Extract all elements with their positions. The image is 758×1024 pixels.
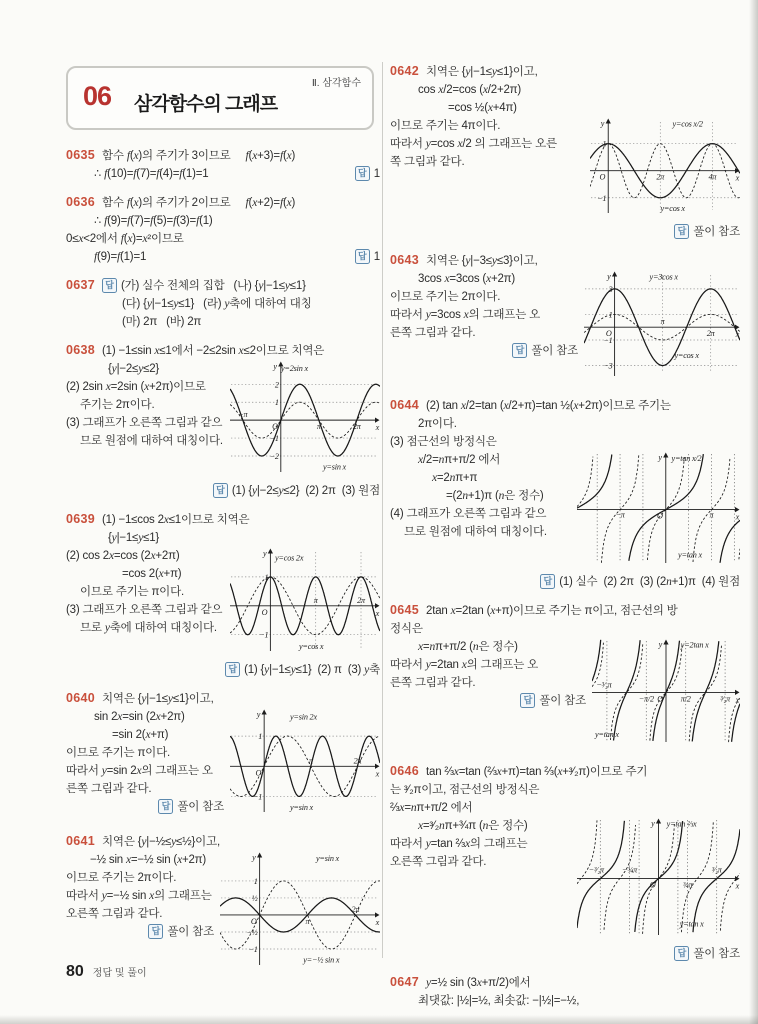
solution-text: ∴ f(9)=f(7)=f(5)=f(3)=f(1) (94, 215, 213, 227)
svg-text:x: x (375, 608, 379, 618)
solution-text: sin 2x=sin (2x+2π) (94, 711, 185, 723)
left-column (66, 146, 380, 985)
chapter-title: 삼각함수의 그래프 (134, 94, 278, 115)
solution-line (66, 146, 380, 165)
solution-text: −½ sin x=−½ sin (x+2π) (90, 854, 207, 866)
solution-text: 따라서 y=tan ⅔x의 그래프는 (390, 838, 528, 850)
solution-text: 풀이 참조 (539, 695, 586, 707)
solution-text: (다) {y|−1≤y≤1} (라) y축에 대하여 대칭 (122, 298, 312, 310)
svg-text:−π/2: −π/2 (638, 694, 654, 704)
svg-text:−³⁄₂π: −³⁄₂π (596, 680, 612, 690)
solution-text: (1) {y|−1≤y≤1} (2) π (3) y축 (244, 664, 380, 676)
solution-text: (4) 그래프가 오른쪽 그림과 같으 (390, 508, 547, 520)
solution-text: 이므로 주기는 2π이다. (390, 291, 501, 303)
chapter-tag: Ⅱ. 삼각함수 (311, 78, 361, 89)
chapter-number: 06 (83, 81, 112, 111)
function-graph (592, 639, 740, 743)
solution-text: 따라서 y=3cos x의 그래프는 오 (390, 309, 541, 321)
solution-line (390, 433, 740, 451)
svg-text:2π: 2π (351, 904, 360, 914)
solution-text: x=nπ+π/2 (n은 정수) (418, 641, 518, 653)
svg-text:O: O (272, 422, 278, 432)
solution-text: 2π이다. (418, 418, 457, 430)
svg-text:1: 1 (602, 139, 607, 149)
solution-text: 쪽 그림과 같다. (390, 156, 465, 168)
solution-line (390, 781, 740, 799)
solution-text: 풀이 참조 (531, 345, 578, 357)
solution-text: 따라서 y=−½ sin x의 그래프는 (66, 890, 212, 902)
svg-text:O: O (255, 768, 262, 778)
solution-text: tan ⅔x=tan (⅔x+π)=tan ⅔(x+³⁄₂π)이므로 주기 (426, 766, 648, 778)
svg-text:x: x (735, 695, 739, 705)
svg-text:−2: −2 (269, 451, 279, 461)
answer-badge: 답 (158, 799, 173, 814)
solution-text: 치역은 {y|−½≤y≤½}이고, (102, 836, 220, 848)
svg-text:−¾π: −¾π (621, 865, 637, 875)
svg-text:y=2tan x: y=2tan x (680, 640, 709, 650)
svg-text:y: y (252, 853, 256, 862)
problem-number: 0647 (390, 975, 420, 989)
solution-text: (3) 그래프가 오른쪽 그림과 같으 (66, 417, 223, 429)
svg-text:y=cos x: y=cos x (674, 350, 699, 360)
problem-0641 (66, 832, 380, 975)
solution-text: 0≤x<2에서 f(x)=x²이므로 (66, 233, 184, 245)
svg-text:−1: −1 (269, 434, 279, 444)
function-graph (584, 271, 740, 377)
solution-text: (1) {y|−2≤y≤2} (2) 2π (3) 원점 (231, 485, 380, 497)
problem-number: 0638 (66, 343, 96, 357)
solution-line (390, 251, 740, 270)
svg-text:½: ½ (251, 893, 258, 903)
solution-text: =(2n+1)π (n은 정수) (446, 490, 544, 502)
answer-line (390, 945, 740, 963)
svg-text:y: y (262, 549, 267, 558)
problem-0639 (66, 510, 380, 679)
solution-text: 3cos x=3cos (x+2π) (418, 273, 516, 285)
solution-text: (1) 실수 (2) 2π (3) (2n+1)π (4) 원점 (559, 576, 740, 588)
svg-text:y=cos 2x: y=cos 2x (275, 553, 304, 563)
graph-figure-0644 (577, 452, 740, 570)
solution-line (390, 992, 740, 1010)
solution-line (390, 973, 740, 992)
svg-text:O: O (657, 511, 663, 521)
footer-section-label: 정답 및 풀이 (92, 968, 147, 979)
solution-line (66, 193, 380, 212)
solution-text: x=³⁄₂nπ+¾π (n은 정수) (418, 820, 528, 832)
svg-text:π/2: π/2 (680, 694, 691, 704)
svg-text:O: O (599, 172, 606, 182)
graph-figure-0638 (230, 361, 380, 479)
svg-text:−³⁄₂π: −³⁄₂π (588, 865, 604, 875)
svg-text:y: y (600, 119, 605, 128)
answer-line (66, 482, 380, 500)
solution-text: 주기는 2π이다. (80, 399, 155, 411)
problem-number: 0644 (390, 398, 420, 412)
svg-text:π: π (305, 916, 310, 926)
problem-number: 0640 (66, 691, 96, 705)
svg-text:y: y (273, 362, 277, 371)
svg-text:y=tan x: y=tan x (679, 919, 704, 929)
solution-text: (2) cos 2x=cos (2x+2π) (66, 550, 180, 562)
solution-line (390, 799, 740, 817)
inline-answer: 답 1 (355, 248, 380, 266)
svg-text:y=sin 2x: y=sin 2x (290, 712, 317, 722)
solution-text: (마) 2π (바) 2π (122, 316, 202, 328)
solution-text: 오른쪽 그림과 같다. (66, 908, 163, 920)
graph-figure-0643 (584, 271, 740, 383)
svg-text:π: π (308, 756, 313, 766)
solution-text: 풀이 참조 (167, 926, 214, 938)
solution-text: x=2nπ+π (432, 472, 478, 484)
problem-0640 (66, 689, 380, 822)
problem-number: 0643 (390, 253, 420, 267)
problem-0644 (390, 396, 740, 591)
svg-text:y=2sin x: y=2sin x (281, 364, 308, 374)
svg-text:y: y (651, 819, 655, 828)
problem-0642 (390, 62, 740, 241)
solution-line (390, 81, 740, 99)
svg-text:−π: −π (615, 510, 625, 520)
solution-text: (2) 2sin x=2sin (x+2π)이므로 (66, 381, 206, 393)
solution-line (390, 62, 740, 81)
svg-text:2π: 2π (706, 329, 715, 339)
answer-badge: 답 (225, 662, 240, 677)
solution-text: 므로 원점에 대하여 대칭이다. (404, 526, 547, 538)
solution-text: 풀이 참조 (177, 801, 224, 813)
svg-text:−1: −1 (248, 944, 258, 954)
svg-text:y=tan x: y=tan x (594, 729, 619, 739)
solution-text: =sin 2(x+π) (112, 729, 169, 741)
answer-badge: 답 (512, 343, 527, 358)
svg-text:O: O (649, 880, 656, 890)
svg-text:y=tan ⅔x: y=tan ⅔x (666, 819, 697, 829)
svg-text:y=tan x: y=tan x (678, 550, 702, 560)
solution-line (66, 341, 380, 360)
solution-text: 므로 원점에 대하여 대칭이다. (80, 435, 223, 447)
problem-0647 (390, 973, 740, 1010)
solution-line (66, 529, 380, 547)
answer-badge: 답 (540, 574, 555, 589)
solution-line (66, 689, 380, 708)
svg-text:x: x (375, 769, 379, 779)
solution-text: y=½ sin (3x+π/2)에서 (426, 977, 531, 989)
solution-line (66, 212, 380, 230)
solution-line (66, 276, 380, 295)
solution-text: 함수 f(x)의 주기가 3이므로 f(x+3)=f(x) (102, 150, 296, 162)
solution-text: 른쪽 그림과 같다. (66, 783, 152, 795)
solution-text: 는 ³⁄₂π이고, 점근선의 방정식은 (390, 784, 540, 796)
inline-answer: 답 1 (355, 165, 380, 183)
svg-text:¾π: ¾π (682, 880, 693, 890)
solution-text: (1) −1≤cos 2x≤1이므로 치역은 (102, 514, 250, 526)
svg-text:−1: −1 (603, 335, 613, 345)
solution-line (66, 313, 380, 331)
problem-number: 0637 (66, 278, 96, 292)
solution-line (66, 295, 380, 313)
solution-text: (1) −1≤sin x≤1에서 −2≤2sin x≤2이므로 치역은 (102, 345, 325, 357)
answer-line (390, 573, 740, 591)
solution-text: 따라서 y=cos x/2 의 그래프는 오른 (390, 138, 557, 150)
answer-badge: 답 (102, 278, 117, 293)
svg-text:y=cos x: y=cos x (660, 204, 685, 214)
problem-0636 (66, 193, 380, 266)
solution-text: =cos 2(x+π) (122, 568, 182, 580)
right-column (390, 62, 740, 1020)
solution-text: f(9)=f(1)=1 (94, 251, 147, 263)
answer-badge: 답 (520, 693, 535, 708)
svg-text:x: x (375, 423, 379, 433)
column-divider (382, 62, 383, 958)
svg-text:2π: 2π (352, 422, 361, 432)
graph-figure-0646 (577, 818, 740, 942)
svg-text:y=sin x: y=sin x (290, 802, 313, 812)
svg-text:y=sin x: y=sin x (316, 854, 339, 864)
svg-text:y: y (607, 272, 611, 281)
svg-text:1: 1 (608, 310, 613, 320)
problem-number: 0641 (66, 834, 96, 848)
svg-text:1: 1 (253, 876, 258, 886)
problem-0643 (390, 251, 740, 386)
problem-0638 (66, 341, 380, 500)
problem-number: 0646 (390, 764, 420, 778)
svg-text:O: O (605, 329, 612, 339)
svg-text:1: 1 (274, 398, 279, 408)
svg-text:2: 2 (274, 380, 279, 390)
svg-text:y: y (658, 640, 662, 649)
svg-text:³⁄₂π: ³⁄₂π (711, 865, 722, 875)
svg-text:x: x (735, 512, 739, 522)
graph-figure-0640 (230, 709, 380, 819)
solution-text: 므로 y축에 대하여 대칭이다. (80, 622, 217, 634)
function-graph (230, 548, 380, 652)
solution-line (390, 601, 740, 620)
solution-text: 최댓값: |½|=½, 최솟값: −|½|=−½, (418, 995, 580, 1007)
svg-text:y=tan x/2: y=tan x/2 (671, 453, 702, 463)
solution-text: (3) 그래프가 오른쪽 그림과 같으 (66, 604, 223, 616)
problem-0645 (390, 601, 740, 752)
solution-text: 풀이 참조 (693, 948, 740, 960)
solution-text: ⅔x=nπ+π/2 에서 (390, 802, 473, 814)
solution-text: 치역은 {y|−3≤y≤3}이고, (426, 255, 538, 267)
answer-badge: 답 (213, 483, 228, 498)
page-footer (66, 963, 147, 981)
graph-figure-0642 (590, 118, 740, 220)
solution-line (390, 99, 740, 117)
solution-text: 2tan x=2tan (x+π)이므로 주기는 π이고, 점근선의 방 (426, 605, 678, 617)
solution-text: 따라서 y=2tan x의 그래프는 오 (390, 659, 539, 671)
solution-text: 이므로 주기는 2π이다. (66, 872, 177, 884)
function-graph (577, 818, 740, 936)
graph-figure-0645 (592, 639, 740, 749)
solution-text: 치역은 {y|−1≤y≤1}이고, (426, 66, 538, 78)
solution-line (390, 762, 740, 781)
svg-text:y: y (658, 453, 662, 462)
svg-text:y=sin x: y=sin x (323, 462, 346, 472)
function-graph (577, 452, 740, 564)
solution-line (66, 248, 380, 266)
solution-line (390, 415, 740, 433)
solution-line (66, 165, 380, 183)
answer-badge: 답 (355, 166, 370, 181)
solution-line (66, 832, 380, 851)
svg-text:y=cos x: y=cos x (299, 641, 324, 651)
svg-text:³⁄₂π: ³⁄₂π (720, 694, 731, 704)
svg-text:y=−½ sin x: y=−½ sin x (303, 955, 340, 965)
solution-text: 풀이 참조 (693, 226, 740, 238)
svg-text:−π: −π (238, 410, 248, 420)
page-edge-bottom (0, 1015, 758, 1024)
function-graph (230, 709, 380, 813)
problem-number: 0642 (390, 64, 420, 78)
problem-0635 (66, 146, 380, 183)
svg-text:−3: −3 (603, 361, 613, 371)
svg-text:−1: −1 (259, 630, 269, 640)
solution-text: {y|−2≤y≤2} (108, 363, 160, 375)
svg-text:1: 1 (264, 572, 269, 582)
answer-badge: 답 (674, 224, 689, 239)
solution-text: (3) 점근선의 방정식은 (390, 436, 497, 448)
svg-text:−1: −1 (597, 193, 607, 203)
solution-text: (2) tan x/2=tan (x/2+π)=tan ½(x+2π)이므로 주기는 (426, 400, 671, 412)
svg-text:3: 3 (608, 284, 613, 294)
svg-text:1: 1 (258, 732, 263, 742)
page-edge-right (749, 0, 758, 1024)
problem-0637 (66, 276, 380, 331)
page-number: 80 (66, 963, 84, 980)
solution-line (390, 620, 740, 638)
solution-text: =cos ½(x+4π) (448, 102, 517, 114)
svg-text:O: O (250, 916, 257, 926)
solution-text: 함수 f(x)의 주기가 2이므로 f(x+2)=f(x) (102, 197, 296, 209)
svg-text:x: x (735, 173, 739, 183)
solution-line (390, 396, 740, 415)
answer-line (66, 661, 380, 679)
svg-text:x: x (375, 917, 379, 927)
solution-text: 치역은 {y|−1≤y≤1}이고, (102, 693, 214, 705)
solution-text: 이므로 주기는 4π이다. (390, 120, 501, 132)
graph-figure-0639 (230, 548, 380, 658)
function-graph (220, 852, 380, 966)
function-graph (590, 118, 740, 214)
answer-line (390, 223, 740, 241)
svg-text:y=3cos x: y=3cos x (649, 272, 678, 282)
svg-text:x: x (735, 881, 739, 891)
problem-number: 0636 (66, 195, 96, 209)
problem-0646 (390, 762, 740, 963)
graph-figure-0641 (220, 852, 380, 972)
solution-line (66, 510, 380, 529)
svg-text:2π: 2π (353, 756, 362, 766)
solution-text: (가) 실수 전체의 집합 (나) {y|−1≤y≤1} (121, 280, 306, 292)
solution-text: cos x/2=cos (x/2+2π) (418, 84, 522, 96)
svg-text:y=cos x/2: y=cos x/2 (672, 119, 703, 129)
svg-text:2π: 2π (656, 172, 665, 182)
svg-text:4π: 4π (708, 172, 717, 182)
svg-text:π: π (660, 317, 665, 327)
answer-badge: 답 (148, 924, 163, 939)
svg-text:−½: −½ (246, 927, 258, 937)
chapter-header (66, 66, 374, 130)
svg-text:2π: 2π (357, 595, 365, 605)
solution-text: ∴ f(10)=f(7)=f(4)=f(1)=1 (94, 168, 209, 180)
svg-text:O: O (657, 694, 663, 704)
solution-text: x/2=nπ+π/2 에서 (418, 454, 501, 466)
answer-badge: 답 (674, 946, 689, 961)
svg-text:y: y (256, 710, 261, 719)
solution-text: 오른쪽 그림과 같다. (390, 856, 487, 868)
solution-text: {y|−1≤y≤1} (108, 532, 160, 544)
solution-text: 이므로 주기는 π이다. (80, 586, 184, 598)
svg-text:x: x (735, 330, 739, 340)
solution-text: 이므로 주기는 π이다. (66, 747, 170, 759)
solution-text: 정식은 (390, 623, 423, 635)
problem-number: 0635 (66, 148, 96, 162)
function-graph (230, 361, 380, 473)
problem-number: 0639 (66, 512, 96, 526)
svg-text:O: O (261, 607, 268, 617)
solution-text: 따라서 y=sin 2x의 그래프는 오 (66, 765, 213, 777)
answer-badge: 답 (355, 249, 370, 264)
solution-line (66, 230, 380, 248)
solution-text: 른쪽 그림과 같다. (390, 327, 476, 339)
svg-text:−1: −1 (252, 792, 263, 802)
svg-text:π: π (316, 422, 321, 432)
problem-number: 0645 (390, 603, 420, 617)
svg-text:π: π (709, 510, 714, 520)
solution-text: 른쪽 그림과 같다. (390, 677, 476, 689)
svg-text:π: π (313, 595, 318, 605)
